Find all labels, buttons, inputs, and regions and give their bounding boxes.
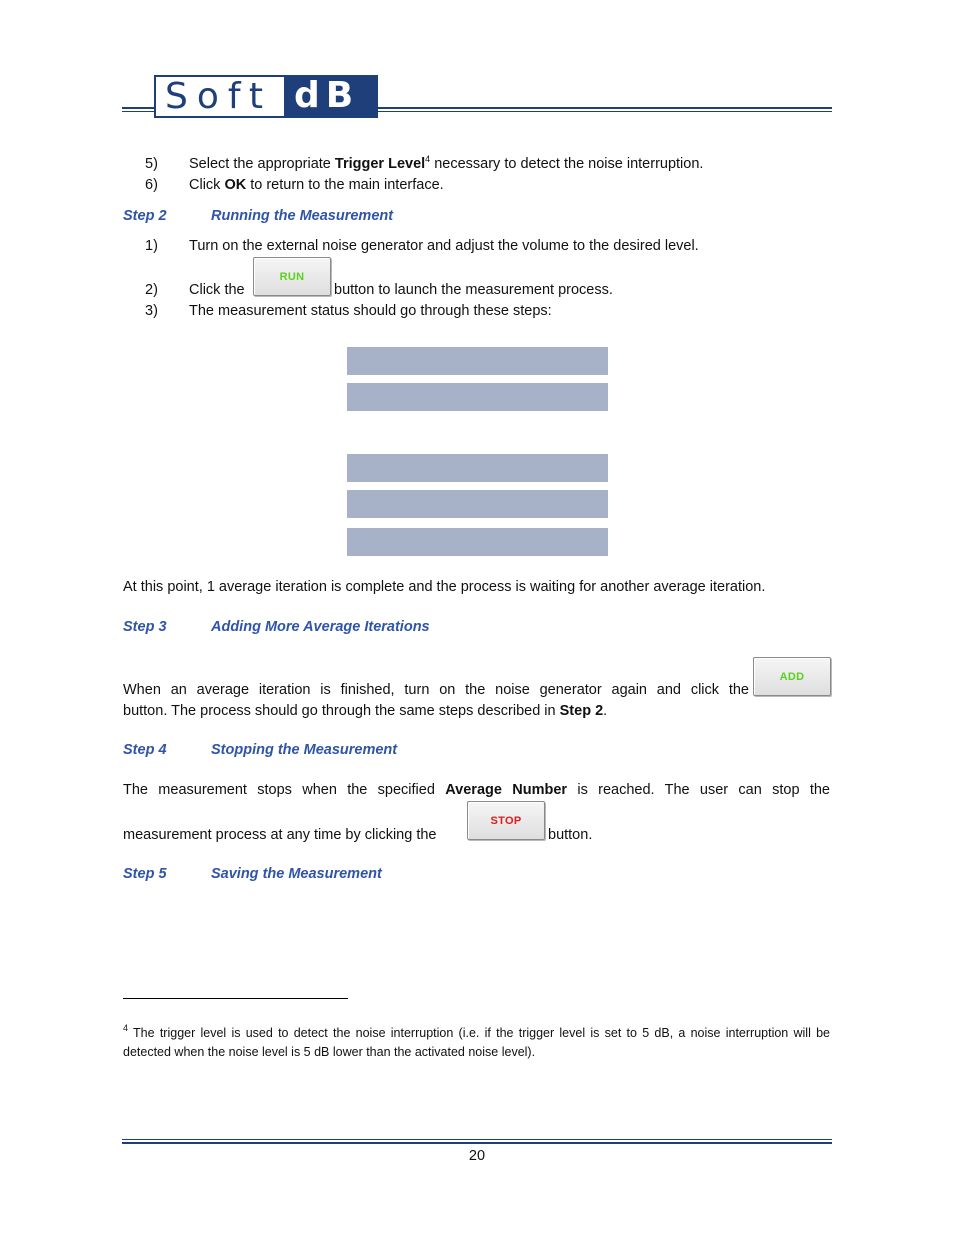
status-bar bbox=[347, 383, 608, 411]
list-number: 1) bbox=[145, 238, 158, 254]
list-text: Turn on the external noise generator and adjust the volume to the desired level. bbox=[189, 238, 699, 254]
header-rule bbox=[378, 111, 832, 112]
footer-rule bbox=[122, 1139, 832, 1140]
status-bar bbox=[347, 490, 608, 518]
list-number: 5) bbox=[145, 156, 158, 172]
list-text: Click the bbox=[189, 282, 245, 298]
header-rule bbox=[122, 111, 154, 112]
footnote bbox=[123, 1024, 830, 1062]
footer-rule bbox=[122, 1142, 832, 1144]
add-button[interactable]: ADD bbox=[753, 657, 831, 696]
list-text: button to launch the measurement process. bbox=[334, 282, 613, 298]
step-heading: Step 4 Stopping the Measurement bbox=[123, 742, 398, 758]
status-bar bbox=[347, 454, 608, 482]
list-text: Select the appropriate Trigger Level$^4$ necessary to detect the noise interruption. bbox=[189, 154, 704, 172]
logo-db: dB bbox=[286, 75, 378, 118]
stop-button[interactable]: STOP bbox=[467, 801, 545, 840]
status-bar bbox=[347, 528, 608, 556]
paragraph: At this point, 1 average iteration is complete and the process is waiting for another average iteration. bbox=[123, 579, 766, 595]
paragraph-line: measurement process at any time by clicking the bbox=[123, 827, 437, 843]
step-heading: Step 2 Running the Measurement bbox=[123, 208, 394, 224]
footnote-separator bbox=[123, 998, 348, 999]
header-rule bbox=[122, 107, 154, 109]
page-number: 20 bbox=[468, 1148, 486, 1164]
paragraph-line: button. bbox=[548, 827, 593, 843]
list-text: The measurement status should go through these steps: bbox=[189, 303, 552, 319]
step-heading: Step 5 Saving the Measurement bbox=[123, 866, 382, 882]
run-button[interactable]: RUN bbox=[253, 257, 331, 296]
list-number: 6) bbox=[145, 177, 158, 193]
paragraph-line: button. The process should go through the same steps described in Step 2. bbox=[123, 703, 608, 719]
footnote-mark: 4 bbox=[123, 1023, 129, 1033]
step-heading: Step 3 Adding More Average Iterations bbox=[123, 619, 430, 635]
paragraph-line: When an average iteration is finished, turn on the noise generator again and click the bbox=[123, 682, 749, 698]
status-bar bbox=[347, 347, 608, 375]
list-number: 3) bbox=[145, 303, 158, 319]
logo-soft: Soft bbox=[154, 75, 286, 118]
list-text: Click OK to return to the main interface. bbox=[189, 177, 444, 193]
paragraph-line: The measurement stops when the specified Average Number is reached. The user can stop the bbox=[123, 782, 830, 798]
header-rule bbox=[378, 107, 832, 109]
footnote-text: The trigger level is used to detect the noise interruption (i.e. if the trigger level is set to 5 dB, a noise interruption will be detected when the noise level is 5 dB lower than the activated noise level). bbox=[123, 1026, 831, 1059]
list-number: 2) bbox=[145, 282, 158, 298]
